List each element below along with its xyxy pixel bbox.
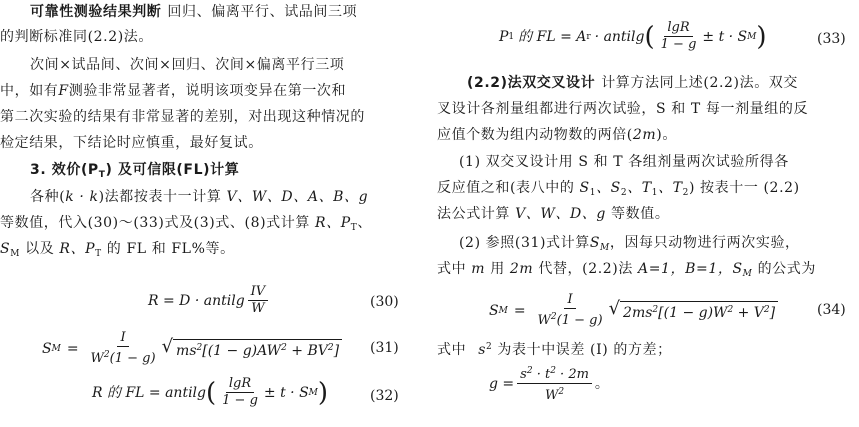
text-line: (2) 参照(31)式计算$S_M$，因每只动物进行两次实验， [459, 235, 800, 253]
equation-32: R 的 FL = antilg ( $\frac{\lg R}{1 - g}$ ± t · S M ) [92, 376, 329, 408]
equation-number: (34) [817, 302, 846, 318]
text-line: 式中 $s^2$ 为表十中误差 (Ⅰ) 的方差； [437, 342, 672, 358]
fraction: $\frac{\lg R}{1 - g}$ [660, 20, 697, 52]
reliability-text: 回归、偏离平行、试品间三项 [167, 4, 358, 20]
equation-number: (33) [817, 31, 846, 47]
text-line: 次间×试品间、次间×回归、次间×偏离平行三项 [30, 57, 345, 73]
square-root: √ $2ms^2[(1 - g)W^2 + V^2]$ [609, 299, 779, 322]
equation-31: S M = $\frac{I}{W^2(1 - g)}$ √ $ms^2[(1 - g)AW^2 + BV^2]$ [42, 330, 342, 367]
section-heading-double-cross: (2.2)法双交叉设计 计算方法同上述(2.2)法。双交 [467, 75, 798, 91]
paragraph-reliability [30, 2, 357, 22]
square-root: √ $ms^2[(1 - g)AW^2 + BV^2]$ [162, 337, 342, 360]
equation-number: (30) [370, 294, 399, 310]
equation-number: (32) [370, 388, 399, 404]
text-line: 第二次实验的结果有非常显著的差别，对出现这种情况的 [0, 109, 365, 125]
text-line: (1) 双交叉设计用 S 和 T 各组剂量两次试验所得各 [459, 154, 789, 170]
section-heading-potency: 3. 效价$(P_T)$ 及可信限(FL)计算 [30, 162, 240, 180]
reliability-heading: 可靠性测验结果判断 [30, 4, 162, 20]
equation-34: S M = $\frac{I}{W^2(1 - g)}$ √ $2ms^2[(1 - g)W^2 + V^2]$ [489, 292, 778, 329]
text-line: 各种(k · k)法都按表十一计算 V、W、D、A、B、g [30, 189, 369, 205]
fraction: $\frac{I}{W^2(1 - g)}$ [537, 292, 603, 328]
text-line: 等数值，代入(30)～(33)式及(3)式、(8)式计算 R、$P_T$、 [0, 215, 372, 233]
equation-g: g = $\frac{s^2 \cdot t^2 \cdot 2m}{W^2}$ 。 [489, 363, 609, 404]
radical-sign-icon: √ [161, 336, 174, 357]
equation-33: P 1 的 FL = A r · antilg ( $\frac{\lg R}{1 - g}$ ± t · S M ) [499, 20, 767, 52]
fraction: $\frac{\lg R}{1 - g}$ [222, 376, 258, 408]
fraction: $\frac{s^2 \cdot t^2 \cdot 2m}{W^2}$ [517, 363, 592, 404]
text-line: 的判断标准同(2.2)法。 [0, 29, 153, 45]
text-line: 应值个数为组内动物数的两倍(2m)。 [437, 127, 677, 143]
text-line: 检定结果，下结论时应慎重，最好复试。 [0, 135, 263, 151]
text-line: 反应值之和(表八中的 $S_1$、$S_2$、$T_1$、$T_2$) 按表十一 (2.2) [437, 180, 800, 198]
fraction: $\frac{IV}{W}$ [248, 284, 269, 317]
equation-number: (31) [370, 340, 399, 356]
fraction: $\frac{I}{W^2(1 - g)}$ [90, 330, 156, 366]
text-line: 中，如有F测验非常显著者，说明该项变异在第一次和 [0, 83, 347, 99]
radical-sign-icon: √ [608, 298, 621, 319]
text-line: 叉设计各剂量组都进行两次试验，S 和 T 每一剂量组的反 [437, 101, 809, 117]
text-line: $S_M$ 以及 R、$P_T$ 的 FL 和 FL%等。 [0, 241, 235, 259]
text-line: 式中 m 用 2m 代替，(2.2)法 A=1，B=1，$S_M$ 的公式为 [437, 261, 816, 279]
text-line: 法公式计算 V、W、D、g 等数值。 [437, 206, 670, 222]
equation-30: R = D · antilg $\frac{IV}{W}$ [148, 284, 271, 317]
